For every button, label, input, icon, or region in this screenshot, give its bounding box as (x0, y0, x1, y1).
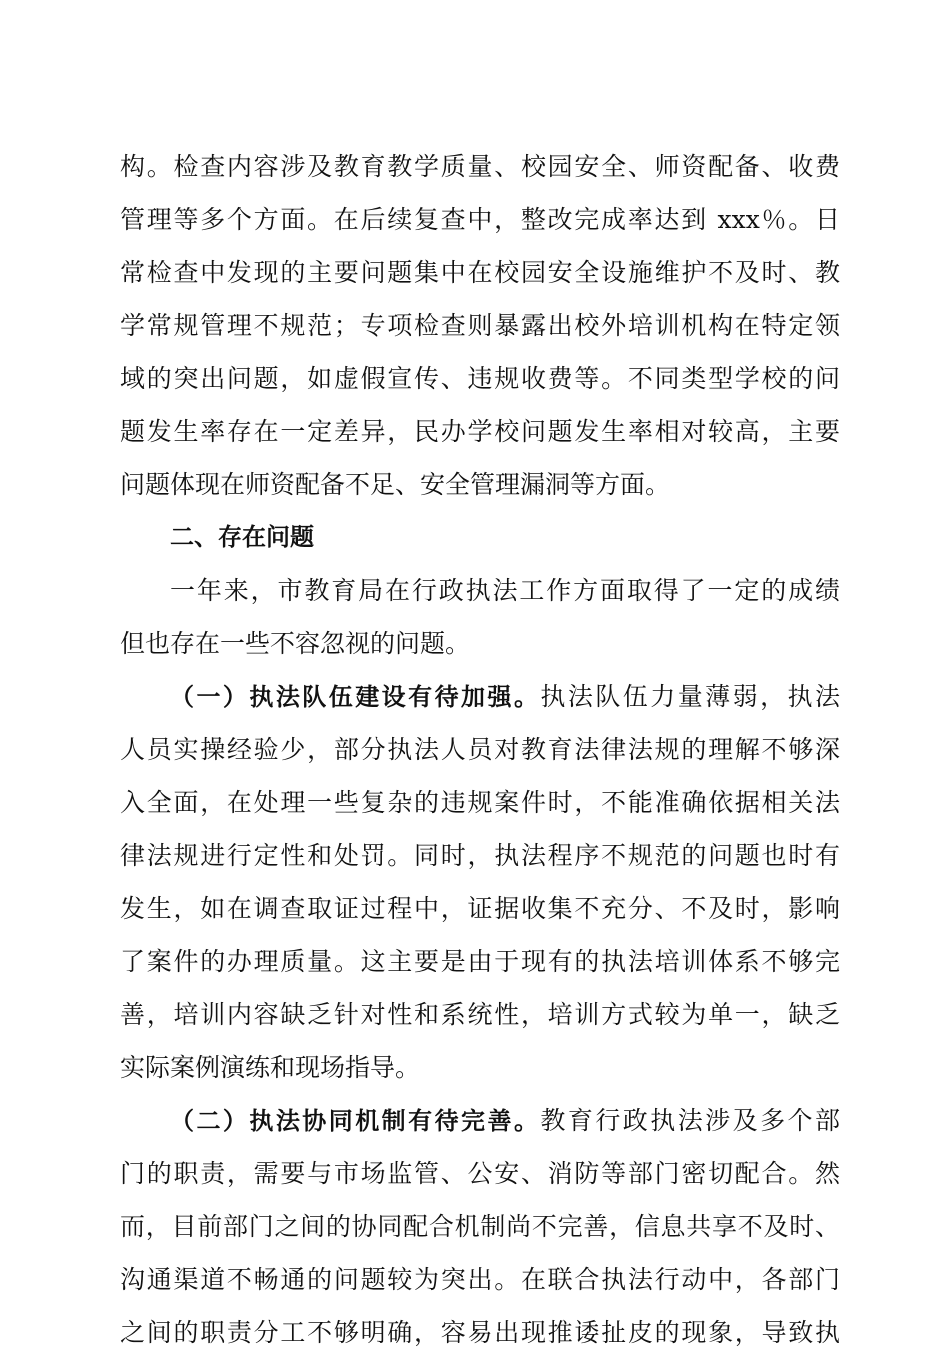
text-line: 律法规进行定性和处罚。同时，执法程序不规范的问题也时有 (120, 841, 840, 870)
text-line: 入全面，在处理一些复杂的违规案件时，不能准确依据相关法 (120, 788, 840, 817)
text-line: 构。检查内容涉及教育教学质量、校园安全、师资配备、收费 (120, 152, 840, 181)
text-line: 善，培训内容缺乏针对性和系统性，培训方式较为单一，缺乏 (120, 1000, 840, 1029)
paragraph-first-line (120, 1094, 840, 1147)
text-run: 教育行政执法涉及多个部 (540, 1106, 840, 1135)
text-line: 了案件的办理质量。这主要是由于现有的执法培训体系不够完 (120, 947, 840, 976)
text-line: 门的职责，需要与市场监管、公安、消防等部门密切配合。然 (120, 1159, 840, 1188)
text-line: 而，目前部门之间的协同配合机制尚不完善，信息共享不及时、 (120, 1212, 840, 1241)
text-line: 常检查中发现的主要问题集中在校园安全设施维护不及时、教 (120, 258, 840, 287)
text-line: 管理等多个方面。在后续复查中，整改完成率达到 xxx％。日 (120, 205, 840, 234)
text-run: 执法队伍力量薄弱，执法 (540, 682, 840, 711)
text-line: 问题体现在师资配备不足、安全管理漏洞等方面。 (120, 470, 671, 499)
paragraph-first-line (120, 670, 840, 723)
subheading-lead: （一）执法队伍建设有待加强。 (170, 683, 541, 711)
text-line: 一年来，市教育局在行政执法工作方面取得了一定的成绩 (170, 576, 840, 605)
text-line: 之间的职责分工不够明确，容易出现推诿扯皮的现象，导致执 (120, 1318, 840, 1347)
text-line: 题发生率存在一定差异，民办学校问题发生率相对较高，主要 (120, 417, 840, 446)
section-heading: 二、存在问题 (170, 523, 314, 551)
text-line: 沟通渠道不畅通的问题较为突出。在联合执法行动中，各部门 (120, 1265, 840, 1294)
text-line: 但也存在一些不容忽视的问题。 (120, 629, 471, 658)
subheading-lead: （二）执法协同机制有待完善。 (170, 1107, 541, 1135)
text-line: 域的突出问题，如虚假宣传、违规收费等。不同类型学校的问 (120, 364, 840, 393)
text-line: 学常规管理不规范；专项检查则暴露出校外培训机构在特定领 (120, 311, 840, 340)
document-body (120, 140, 840, 1359)
text-line: 实际案例演练和现场指导。 (120, 1053, 421, 1082)
text-line: 发生，如在调查取证过程中，证据收集不充分、不及时，影响 (120, 894, 840, 923)
text-line: 人员实操经验少，部分执法人员对教育法律法规的理解不够深 (120, 735, 840, 764)
